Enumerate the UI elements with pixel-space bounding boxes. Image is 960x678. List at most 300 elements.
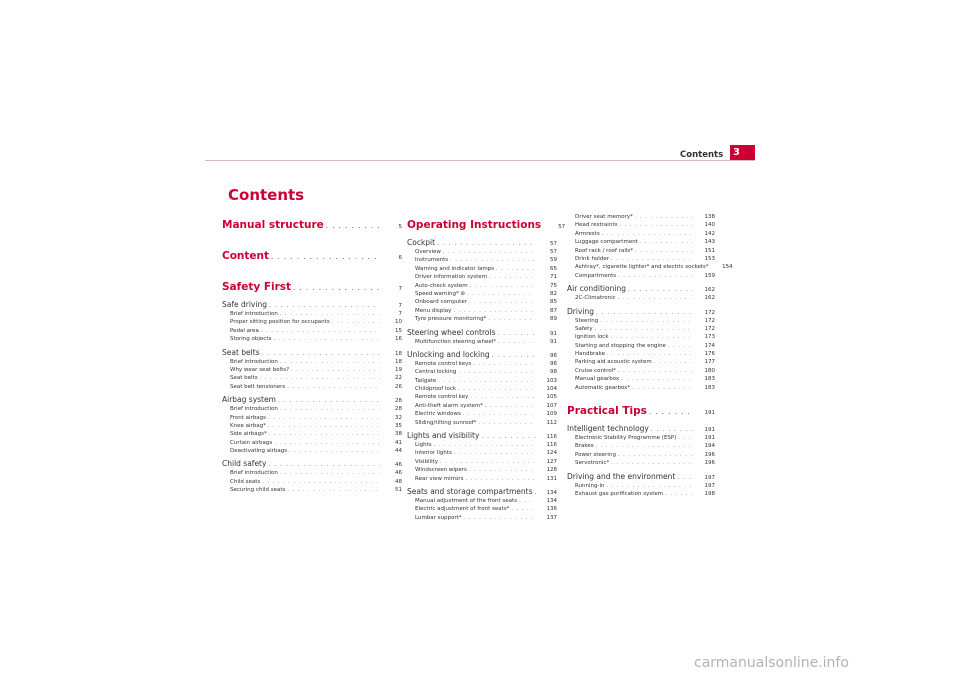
dot-leader — [611, 333, 693, 341]
toc-entry-title: Servotronic* — [575, 460, 610, 467]
toc-entry-sub[interactable] — [222, 366, 402, 374]
toc-entry-sub[interactable] — [222, 486, 402, 494]
page-title: Contents — [228, 186, 305, 204]
dot-leader — [498, 338, 535, 346]
toc-entry-sub[interactable] — [567, 230, 715, 238]
toc-entry-sub[interactable] — [222, 405, 402, 413]
dot-leader — [619, 221, 693, 229]
dot-leader — [602, 230, 693, 238]
toc-entry-title: Knee airbag* — [230, 422, 266, 429]
toc-entry-title: Interior lights — [415, 450, 452, 457]
toc-entry-title: Central locking — [415, 369, 457, 376]
toc-entry-sub[interactable] — [407, 265, 557, 273]
toc-entry-sub[interactable] — [567, 384, 715, 392]
toc-entry-title: Handbrake — [575, 351, 605, 358]
toc-entry-sub[interactable] — [567, 442, 715, 450]
toc-entry-sub[interactable] — [567, 367, 715, 375]
toc-entry-title: Air conditioning — [567, 284, 626, 294]
toc-entry-sub[interactable] — [567, 375, 715, 383]
toc-entry-title: Compartments — [575, 272, 617, 279]
toc-entry-page: 65 — [550, 265, 557, 272]
toc-entry-title: Overview — [415, 249, 441, 255]
toc-entry-page: 26 — [395, 383, 402, 390]
toc-entry-page: 191 — [704, 410, 715, 417]
toc-entry-sub[interactable] — [222, 469, 402, 477]
toc-entry-page: 107 — [546, 402, 557, 409]
toc-entry-title: Safe driving — [222, 300, 267, 309]
toc-entry-title: Tyre pressure monitoring* — [415, 316, 487, 323]
toc-entry-page: 28 — [395, 398, 402, 405]
toc-entry-title: Sliding/tilting sunroof* — [415, 419, 477, 426]
toc-entry-page: 57 — [550, 249, 557, 255]
toc-entry-chapter[interactable] — [222, 347, 402, 358]
toc-entry-page: 177 — [704, 359, 715, 366]
toc-entry-title: Driving — [567, 306, 594, 316]
toc-entry-sub[interactable] — [407, 282, 557, 290]
toc-entry-sub[interactable] — [407, 273, 557, 281]
toc-entry-title: Electric adjustment of front seats* — [415, 506, 510, 513]
toc-entry-title: Menu display — [415, 307, 452, 314]
toc-entry-page: 112 — [546, 419, 557, 426]
dot-leader — [465, 475, 535, 483]
toc-entry-chapter[interactable] — [407, 327, 557, 338]
toc-entry-page: 138 — [704, 214, 715, 220]
toc-entry-page: 104 — [546, 386, 557, 393]
toc-entry-sub[interactable] — [567, 221, 715, 229]
toc-entry-page: 142 — [704, 230, 715, 237]
toc-entry-page: 191 — [704, 435, 715, 442]
toc-entry-page: 140 — [704, 222, 715, 229]
toc-entry-page: 198 — [704, 490, 715, 497]
toc-entry-part[interactable] — [407, 213, 566, 237]
toc-entry-sub[interactable] — [407, 290, 557, 298]
toc-entry-page: 22 — [395, 375, 402, 382]
toc-entry-page: 116 — [546, 434, 557, 441]
toc-entry-part[interactable] — [222, 213, 402, 237]
toc-entry-title: Manual structure — [222, 219, 324, 231]
dot-leader — [635, 213, 693, 221]
dot-leader — [640, 238, 693, 246]
toc-entry-page: 196 — [704, 460, 715, 467]
dot-leader — [260, 374, 380, 382]
watermark: carmanualsonline.info — [694, 655, 849, 671]
toc-entry-page: 162 — [704, 295, 715, 302]
toc-entry-page: 7 — [398, 311, 402, 317]
toc-entry-page: 10 — [395, 319, 402, 326]
toc-entry-title: Starting and stopping the engine — [575, 342, 666, 349]
toc-entry-title: Curtain airbags — [230, 439, 273, 446]
toc-entry-part[interactable] — [222, 244, 402, 268]
toc-entry-page: 134 — [546, 489, 557, 496]
dot-leader — [269, 430, 380, 438]
toc-entry-page: 172 — [704, 325, 715, 332]
toc-entry-page: 46 — [395, 462, 402, 469]
dot-leader — [470, 282, 535, 290]
toc-entry-page: 59 — [550, 257, 557, 264]
toc-entry-title: Remote control keys — [415, 360, 472, 367]
dot-leader — [291, 366, 380, 374]
dot-leader — [463, 410, 535, 418]
toc-entry-page: 105 — [546, 394, 557, 401]
toc-entry-title: Child safety — [222, 459, 267, 469]
toc-entry-sub[interactable] — [222, 358, 402, 366]
toc-entry-title: Brief introduction — [230, 470, 278, 477]
toc-entry-title: Electric windows — [415, 411, 461, 418]
toc-entry-page: 51 — [395, 487, 402, 494]
dot-leader — [280, 358, 380, 366]
toc-entry-title: Speed warning* ⊛ — [415, 290, 466, 297]
toc-entry-title: Armrests — [575, 230, 600, 237]
toc-entry-sub[interactable] — [567, 263, 733, 271]
toc-entry-page: 183 — [704, 384, 715, 391]
toc-entry-title: Seat belts — [222, 347, 260, 357]
dot-leader — [469, 298, 535, 306]
toc-entry-title: Manual gearbox — [575, 376, 620, 383]
dot-leader — [607, 482, 693, 490]
dot-leader — [618, 272, 693, 280]
toc-entry-sub[interactable] — [222, 430, 402, 438]
dot-leader — [618, 294, 693, 302]
dot-leader — [287, 383, 380, 391]
dot-leader — [268, 422, 380, 430]
toc-entry-title: Brief introduction — [230, 406, 278, 413]
toc-entry-sub[interactable] — [567, 482, 715, 490]
dot-leader — [464, 514, 535, 522]
toc-entry-title: Multifunction steering wheel* — [415, 338, 496, 345]
toc-entry-chapter[interactable] — [407, 349, 557, 360]
toc-entry-page: 173 — [704, 334, 715, 341]
toc-entry-title: Proper sitting position for occupants — [230, 319, 330, 326]
toc-entry-sub[interactable] — [407, 377, 557, 385]
toc-entry-page: 89 — [550, 316, 557, 323]
toc-entry-sub[interactable] — [567, 434, 715, 442]
dot-leader — [469, 466, 535, 474]
toc-entry-page: 32 — [395, 414, 402, 421]
toc-entry-title: Rear view mirrors — [415, 475, 464, 482]
dot-leader — [611, 459, 693, 467]
toc-entry-sub[interactable] — [407, 385, 557, 393]
page-number-tab: 3 — [730, 145, 755, 161]
toc-entry-page: 134 — [546, 497, 557, 504]
toc-entry-page: 41 — [395, 439, 402, 446]
toc-entry-page: 15 — [395, 327, 402, 334]
toc-entry-sub[interactable] — [567, 451, 715, 459]
dot-leader — [450, 256, 535, 264]
toc-entry-title: Pedal area — [230, 327, 259, 334]
toc-entry-title: Child seats — [230, 478, 261, 485]
toc-entry-sub[interactable] — [567, 238, 715, 246]
dot-leader — [443, 248, 535, 256]
dot-leader — [611, 255, 693, 263]
toc-entry-part[interactable] — [222, 275, 402, 299]
dot-leader — [519, 497, 535, 505]
toc-entry-title: Cruise control* — [575, 367, 616, 374]
toc-entry-page: 128 — [546, 467, 557, 474]
toc-entry-title: Ignition lock — [575, 334, 609, 341]
dot-leader — [649, 400, 693, 424]
toc-entry-sub[interactable] — [407, 505, 557, 513]
dot-leader — [596, 442, 693, 450]
toc-entry-sub[interactable] — [407, 298, 557, 306]
toc-entry-title: Why wear seat belts? — [230, 366, 290, 373]
dot-leader — [273, 335, 380, 343]
toc-entry-sub[interactable] — [567, 213, 715, 221]
toc-entry-page: 96 — [550, 360, 557, 367]
dot-leader — [489, 273, 535, 281]
toc-entry-chapter[interactable] — [407, 430, 557, 441]
dot-leader — [496, 265, 535, 273]
dot-leader — [438, 377, 535, 385]
toc-entry-title: Driver information system — [415, 274, 488, 281]
toc-entry-title: Warning and indicator lamps — [415, 265, 495, 272]
toc-entry-title: Automatic gearbox* — [575, 384, 631, 391]
toc-entry-sub[interactable] — [222, 414, 402, 422]
dot-leader — [632, 384, 693, 392]
toc-entry-sub[interactable] — [222, 439, 402, 447]
toc-entry-sub[interactable] — [407, 393, 557, 401]
toc-entry-page: 109 — [546, 411, 557, 418]
dot-leader — [635, 247, 693, 255]
dot-leader — [668, 342, 693, 350]
toc-entry-sub[interactable] — [567, 333, 715, 341]
toc-column-1 — [222, 213, 402, 495]
toc-entry-title: Luggage compartment — [575, 239, 638, 246]
toc-entry-page: 44 — [395, 448, 402, 455]
toc-entry-page: 176 — [704, 351, 715, 358]
toc-entry-title: Side airbags* — [230, 431, 267, 438]
toc-entry-page: 18 — [395, 350, 402, 357]
toc-entry-page: 91 — [550, 338, 557, 345]
toc-entry-page: 7 — [398, 303, 402, 309]
toc-entry-title: Deactivating airbags — [230, 448, 288, 455]
toc-entry-title: Onboard computer — [415, 299, 467, 306]
toc-entry-chapter[interactable] — [567, 306, 715, 317]
toc-entry-sub[interactable] — [567, 294, 715, 302]
dot-leader — [488, 315, 535, 323]
dot-leader — [678, 434, 693, 442]
toc-entry-sub[interactable] — [407, 256, 557, 264]
toc-entry-sub[interactable] — [407, 338, 557, 346]
toc-entry-page: 16 — [395, 336, 402, 343]
toc-entry-page: 136 — [546, 506, 557, 513]
toc-entry-title: Drink holder — [575, 255, 609, 262]
toc-entry-page: 183 — [704, 376, 715, 383]
toc-entry-chapter[interactable] — [407, 486, 557, 497]
toc-entry-title: Unlocking and locking — [407, 349, 490, 359]
toc-entry-sub[interactable] — [407, 514, 557, 522]
toc-entry-page: 137 — [546, 514, 557, 521]
toc-entry-title: Ashtray*, cigarette lighter* and electric sockets* — [575, 264, 709, 271]
toc-entry-page: 96 — [550, 352, 557, 359]
toc-entry-sub[interactable] — [222, 478, 402, 486]
running-title: Contents — [680, 150, 724, 160]
toc-entry-title: Parking aid acoustic system — [575, 359, 652, 366]
dot-leader — [289, 447, 380, 455]
toc-entry-chapter[interactable] — [222, 458, 402, 469]
toc-entry-page: 98 — [550, 369, 557, 376]
dot-leader — [595, 325, 693, 333]
toc-entry-sub[interactable] — [567, 247, 715, 255]
toc-entry-page: 18 — [395, 358, 402, 365]
toc-entry-page: 153 — [704, 255, 715, 262]
toc-entry-page: 6 — [398, 255, 402, 261]
toc-entry-sub[interactable] — [567, 350, 715, 358]
toc-entry-title: Auto-check system — [415, 282, 468, 289]
toc-entry-title: Seats and storage compartments — [407, 486, 533, 496]
dot-leader — [470, 393, 535, 401]
dot-leader — [654, 358, 693, 366]
dot-leader — [618, 367, 693, 375]
toc-entry-sub[interactable] — [222, 447, 402, 455]
toc-entry-title: Driving and the environment — [567, 471, 676, 481]
toc-entry-page: 162 — [704, 287, 715, 294]
toc-entry-page: 38 — [395, 431, 402, 438]
toc-entry-title: Head restraints — [575, 222, 618, 229]
toc-entry-page: 197 — [704, 474, 715, 481]
toc-entry-page: 19 — [395, 366, 402, 373]
dot-leader — [440, 458, 535, 466]
toc-entry-sub[interactable] — [222, 327, 402, 335]
toc-entry-sub[interactable] — [567, 325, 715, 333]
toc-entry-sub[interactable] — [407, 307, 557, 315]
toc-entry-title: Operating Instructions — [407, 219, 542, 231]
dot-leader — [261, 327, 380, 335]
toc-entry-page: 91 — [550, 330, 557, 337]
toc-entry-page: 71 — [550, 274, 557, 281]
dot-leader — [326, 214, 380, 238]
toc-entry-page: 103 — [546, 377, 557, 384]
toc-entry-sub[interactable] — [407, 419, 557, 427]
toc-entry-part[interactable] — [567, 399, 715, 423]
toc-entry-sub[interactable] — [222, 310, 402, 318]
toc-entry-page: 57 — [558, 224, 566, 230]
toc-entry-page: 159 — [704, 272, 715, 279]
toc-entry-sub[interactable] — [407, 410, 557, 418]
toc-entry-page: 191 — [704, 427, 715, 434]
toc-entry-sub[interactable] — [407, 360, 557, 368]
toc-entry-title: Power steering — [575, 451, 616, 458]
dot-leader — [485, 402, 535, 410]
toc-entry-title: 2C-Climatronic — [575, 295, 616, 302]
toc-entry-sub[interactable] — [222, 422, 402, 430]
dot-leader — [473, 360, 535, 368]
toc-entry-chapter[interactable] — [567, 283, 715, 294]
toc-entry-sub[interactable] — [567, 459, 715, 467]
toc-entry-chapter[interactable] — [567, 471, 715, 482]
toc-entry-sub[interactable] — [222, 374, 402, 382]
toc-entry-chapter[interactable] — [567, 423, 715, 434]
toc-entry-sub[interactable] — [222, 335, 402, 343]
dot-leader — [280, 469, 380, 477]
toc-entry-title: Steering — [575, 317, 599, 324]
toc-entry-page: 7 — [398, 286, 402, 292]
toc-entry-title: Storing objects — [230, 336, 272, 343]
dot-leader — [262, 478, 380, 486]
toc-entry-page: 46 — [395, 470, 402, 477]
toc-entry-sub[interactable] — [407, 248, 557, 256]
toc-entry-title: Lights and visibility — [407, 431, 480, 441]
toc-entry-title: Cockpit — [407, 238, 436, 247]
toc-entry-page: 180 — [704, 367, 715, 374]
toc-entry-title: Securing child seats — [230, 487, 286, 494]
toc-entry-title: Childproof lock — [415, 386, 457, 393]
toc-entry-sub[interactable] — [407, 368, 557, 376]
dot-leader — [454, 449, 535, 457]
toc-entry-sub[interactable] — [407, 458, 557, 466]
toc-entry-chapter[interactable] — [222, 299, 402, 310]
toc-entry-sub[interactable] — [407, 402, 557, 410]
toc-entry-title: Practical Tips — [567, 405, 647, 418]
toc-entry-sub[interactable] — [567, 342, 715, 350]
toc-entry-sub[interactable] — [407, 497, 557, 505]
toc-entry-page: 172 — [704, 317, 715, 324]
dot-leader — [618, 451, 693, 459]
toc-entry-page: 197 — [704, 482, 715, 489]
toc-entry-title: Running-in — [575, 482, 605, 489]
toc-entry-title: Lumbar support* — [415, 514, 462, 521]
toc-entry-sub[interactable] — [567, 272, 715, 280]
toc-entry-chapter[interactable] — [222, 394, 402, 405]
toc-entry-sub[interactable] — [407, 475, 557, 483]
toc-entry-page: 174 — [704, 342, 715, 349]
toc-entry-title: Intelligent technology — [567, 424, 649, 434]
toc-entry-title: Steering wheel controls — [407, 327, 496, 337]
toc-column-2 — [407, 213, 566, 522]
dot-leader — [621, 375, 693, 383]
dot-leader — [274, 439, 380, 447]
toc-entry-sub[interactable] — [567, 317, 715, 325]
toc-entry-title: Brief introduction — [230, 311, 278, 317]
toc-entry-sub[interactable] — [567, 490, 715, 498]
dot-leader — [434, 441, 535, 449]
toc-entry-title: Windscreen wipers — [415, 467, 467, 474]
dot-leader — [268, 414, 380, 422]
dot-leader — [458, 368, 535, 376]
toc-entry-sub[interactable] — [407, 315, 557, 323]
dot-leader — [607, 350, 693, 358]
toc-entry-page: 127 — [546, 458, 557, 465]
toc-entry-page: 194 — [704, 443, 715, 450]
toc-entry-title: Visibility — [415, 458, 439, 465]
dot-leader — [600, 317, 693, 325]
toc-entry-chapter[interactable] — [407, 237, 557, 248]
toc-entry-sub[interactable] — [222, 383, 402, 391]
toc-entry-page: 75 — [550, 282, 557, 289]
toc-entry-title: Airbag system — [222, 395, 276, 405]
toc-entry-sub[interactable] — [407, 449, 557, 457]
toc-entry-sub[interactable] — [567, 358, 715, 366]
dot-leader — [453, 307, 535, 315]
dot-leader — [467, 290, 535, 298]
toc-entry-page: 172 — [704, 309, 715, 316]
dot-leader — [332, 318, 380, 326]
toc-entry-page: 28 — [395, 406, 402, 413]
toc-entry-page: 85 — [550, 299, 557, 306]
toc-entry-sub[interactable] — [407, 441, 557, 449]
toc-entry-title: Driver seat memory* — [575, 214, 633, 220]
toc-entry-sub[interactable] — [407, 466, 557, 474]
toc-entry-page: 143 — [704, 239, 715, 246]
header-rule — [205, 160, 755, 161]
toc-entry-sub[interactable] — [222, 318, 402, 326]
toc-entry-title: Safety — [575, 325, 593, 332]
toc-entry-title: Roof rack / roof rails* — [575, 247, 634, 254]
toc-entry-title: Front airbags — [230, 414, 267, 421]
toc-entry-sub[interactable] — [567, 255, 715, 263]
dot-leader — [280, 310, 380, 318]
toc-entry-title: Exhaust gas purification system — [575, 490, 664, 497]
toc-entry-page: 57 — [550, 241, 557, 247]
